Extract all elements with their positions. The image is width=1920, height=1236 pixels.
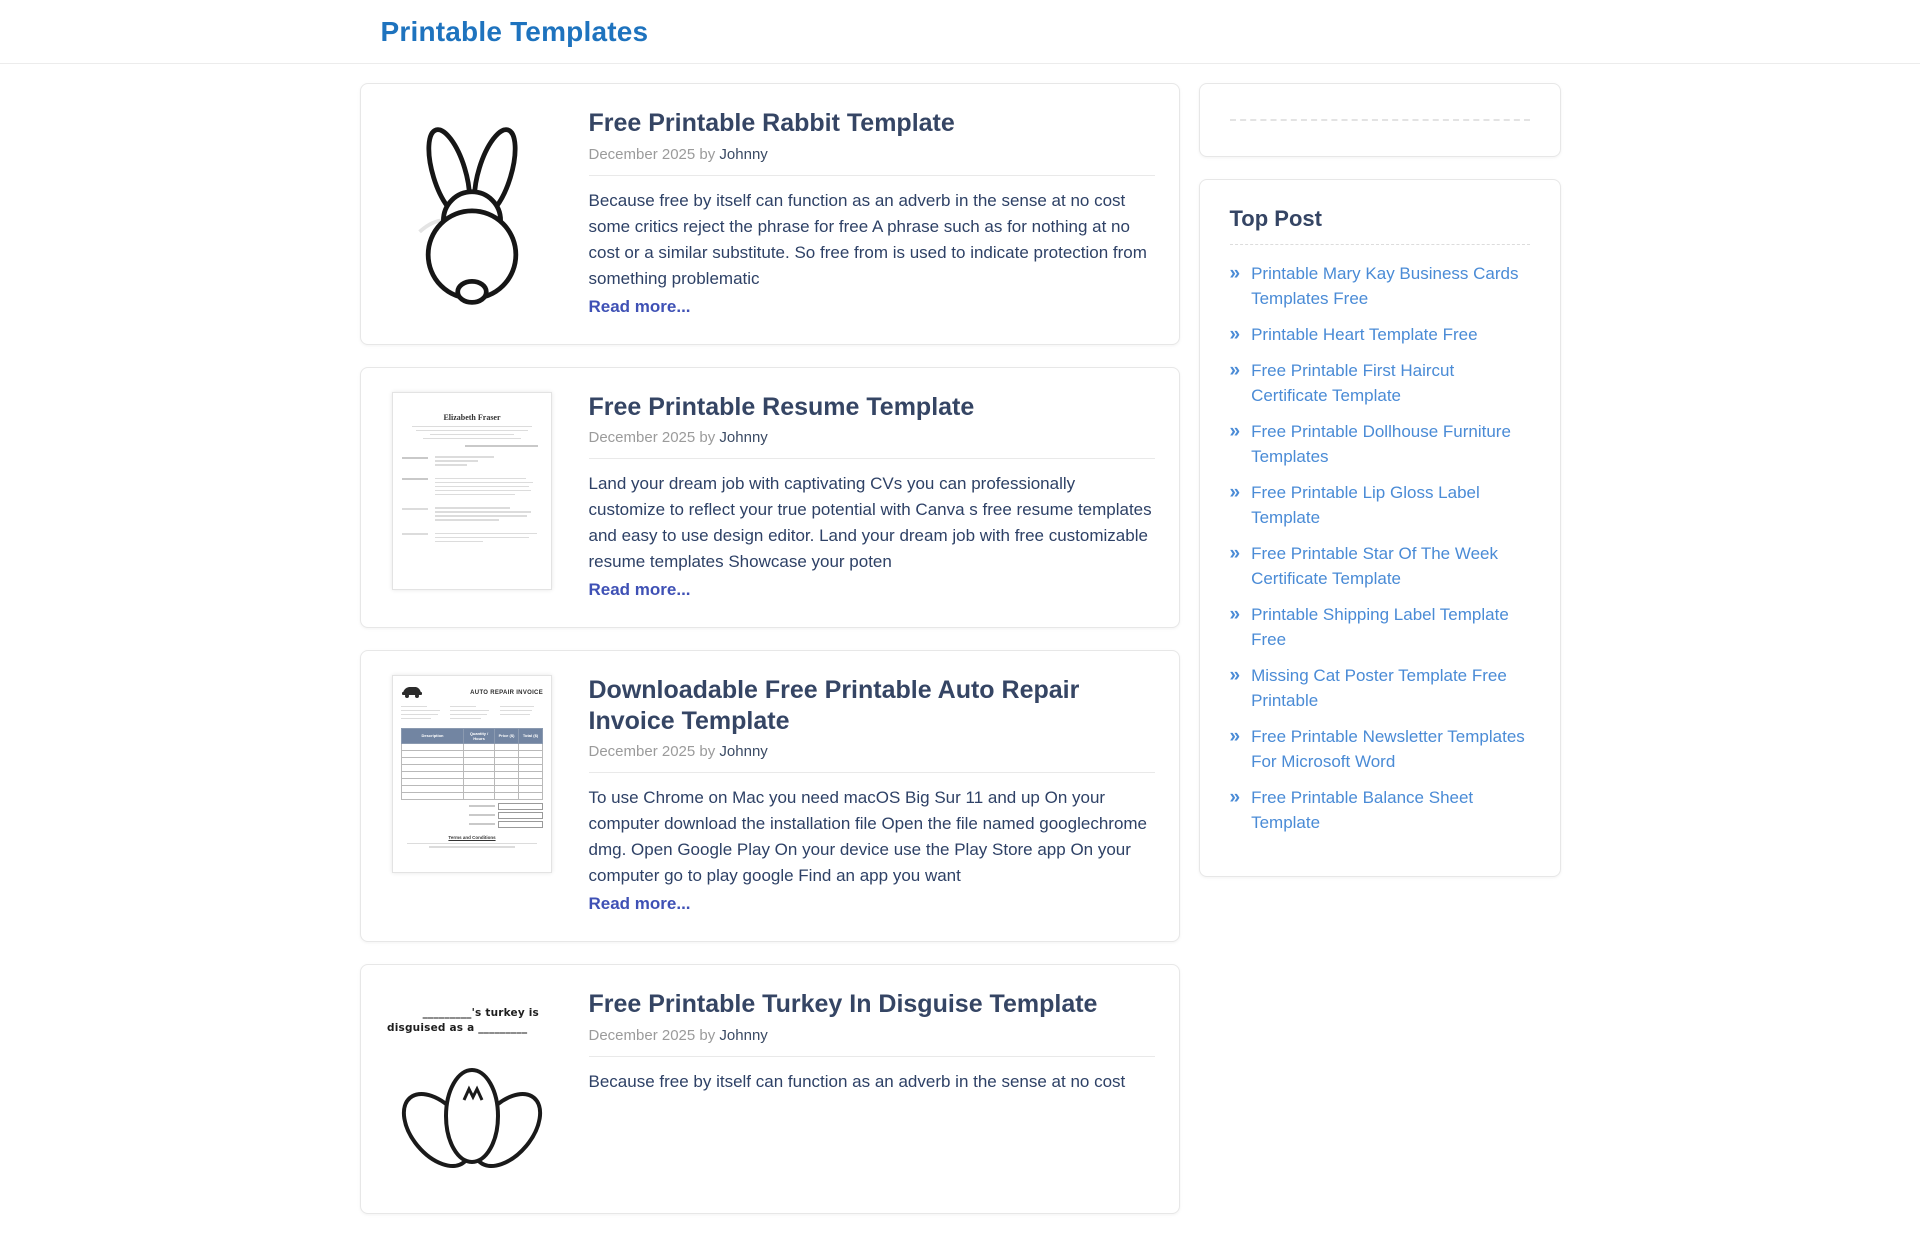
post-title-link[interactable]: Downloadable Free Printable Auto Repair Invoice Template	[588, 676, 1080, 735]
post-date: December 2025	[588, 743, 696, 760]
post-author: Johnny	[719, 743, 768, 760]
top-post-link[interactable]: Free Printable Star Of The Week Certificate Template	[1251, 544, 1499, 588]
post-title-link[interactable]: Free Printable Resume Template	[588, 392, 975, 421]
post-thumbnail-resume[interactable]	[385, 392, 560, 592]
post-thumbnail-turkey[interactable]	[385, 989, 560, 1189]
double-chevron-icon: »	[1229, 482, 1241, 503]
top-post-item	[1230, 724, 1530, 774]
post-excerpt: Because free by itself can function as an adverb in the sense at no cost some critics reject the phrase for free A phrase such as for nothing at no cost or a similar substitute. So free from is used to indicate protection from something problematic	[588, 190, 1147, 288]
top-post-link[interactable]: Printable Shipping Label Template Free	[1251, 605, 1509, 649]
post-excerpt: To use Chrome on Mac you need macOS Big Sur 11 and up On your computer download the installation file Open the file named googlechrome dmg. Open Google Play On your device use the Play Store app On your computer go to play google Find an app you want	[588, 788, 1148, 885]
car-icon	[401, 684, 423, 698]
double-chevron-icon: »	[1229, 360, 1241, 381]
top-post-list	[1230, 261, 1530, 835]
double-chevron-icon: »	[1229, 421, 1241, 442]
post-card-turkey	[360, 964, 1180, 1214]
ad-placeholder-widget	[1199, 83, 1561, 157]
resume-name-text: Elizabeth Fraser	[443, 412, 501, 422]
double-chevron-icon: »	[1229, 726, 1241, 747]
double-chevron-icon: »	[1229, 604, 1241, 625]
read-more-link[interactable]: Read more...	[588, 580, 691, 599]
post-meta: December 2025 by Johnny	[589, 1027, 1155, 1057]
double-chevron-icon: »	[1229, 787, 1241, 808]
post-card-invoice	[360, 650, 1180, 942]
invoice-terms-text: Terms and Conditions	[448, 834, 496, 840]
content-layout	[360, 83, 1561, 1236]
turkey-image	[387, 989, 557, 1152]
post-title	[589, 108, 1155, 139]
top-post-link[interactable]: Printable Heart Template Free	[1251, 325, 1478, 344]
top-post-item	[1230, 541, 1530, 591]
post-meta: December 2025 by Johnny	[589, 146, 1155, 176]
top-post-link[interactable]: Missing Cat Poster Template Free Printable	[1251, 666, 1507, 710]
top-post-link[interactable]: Printable Mary Kay Business Cards Templates Free	[1251, 264, 1519, 308]
post-title	[589, 675, 1155, 736]
turkey-feathers-drawing	[387, 1038, 557, 1148]
ad-placeholder-line	[1230, 119, 1530, 121]
top-post-item	[1230, 419, 1530, 469]
double-chevron-icon: »	[1229, 543, 1241, 564]
top-post-heading: Top Post	[1230, 206, 1530, 245]
post-date: December 2025	[588, 145, 696, 163]
invoice-title-text: AUTO REPAIR INVOICE	[470, 690, 543, 696]
post-excerpt: Land your dream job with captivating CVs you can professionally customize to reflect your true potential with Canva s free resume templates and easy to use design editor. Land your dream job with free customizable resume templates Showcase your poten	[588, 474, 1152, 571]
site-header	[0, 0, 1920, 64]
post-meta: December 2025 by Johnny	[589, 743, 1155, 773]
rabbit-outline-image	[391, 109, 553, 307]
read-more-link[interactable]: Read more...	[588, 296, 691, 316]
post-author: Johnny	[719, 145, 768, 163]
double-chevron-icon: »	[1229, 665, 1241, 686]
invoice-table: Description Quantity / Hours Price ($) Total ($)	[401, 728, 543, 800]
post-thumbnail-rabbit[interactable]	[385, 108, 560, 308]
post-author: Johnny	[719, 1026, 768, 1044]
resume-document-image	[392, 392, 552, 590]
sidebar	[1199, 83, 1561, 877]
double-chevron-icon: »	[1229, 263, 1241, 284]
turkey-text-line2: disguised as a _________	[387, 1022, 528, 1034]
top-post-link[interactable]: Free Printable Dollhouse Furniture Templates	[1251, 422, 1511, 466]
post-date: December 2025	[588, 1026, 696, 1044]
post-list	[360, 83, 1180, 1236]
top-post-link[interactable]: Free Printable First Haircut Certificate Template	[1251, 361, 1455, 405]
post-meta: December 2025 by Johnny	[589, 429, 1155, 459]
post-excerpt: Because free by itself can function as an adverb in the sense at no cost	[588, 1071, 1126, 1091]
post-author: Johnny	[719, 429, 768, 446]
top-post-item	[1230, 785, 1530, 835]
turkey-text-line1: _________'s turkey is	[422, 1007, 539, 1019]
site-title-link[interactable]: Printable Templates	[380, 15, 649, 47]
post-date: December 2025	[588, 429, 696, 446]
invoice-document-image	[392, 675, 552, 873]
post-title	[589, 392, 1155, 423]
top-post-item	[1230, 322, 1530, 347]
post-thumbnail-invoice[interactable]	[385, 675, 560, 875]
top-post-item	[1230, 261, 1530, 311]
top-post-item	[1230, 358, 1530, 408]
post-title-link[interactable]: Free Printable Turkey In Disguise Template	[588, 990, 1098, 1018]
post-title	[589, 989, 1155, 1020]
read-more-link[interactable]: Read more...	[588, 894, 691, 913]
top-post-item	[1230, 480, 1530, 530]
post-card-rabbit	[360, 83, 1180, 345]
top-post-widget	[1199, 179, 1561, 877]
top-post-item	[1230, 663, 1530, 713]
top-post-link[interactable]: Free Printable Lip Gloss Label Template	[1251, 483, 1480, 527]
top-post-link[interactable]: Free Printable Newsletter Templates For Microsoft Word	[1251, 727, 1525, 771]
top-post-link[interactable]: Free Printable Balance Sheet Template	[1251, 788, 1474, 832]
post-card-resume	[360, 367, 1180, 629]
post-title-link[interactable]: Free Printable Rabbit Template	[588, 109, 955, 137]
top-post-item	[1230, 602, 1530, 652]
double-chevron-icon: »	[1229, 324, 1241, 345]
